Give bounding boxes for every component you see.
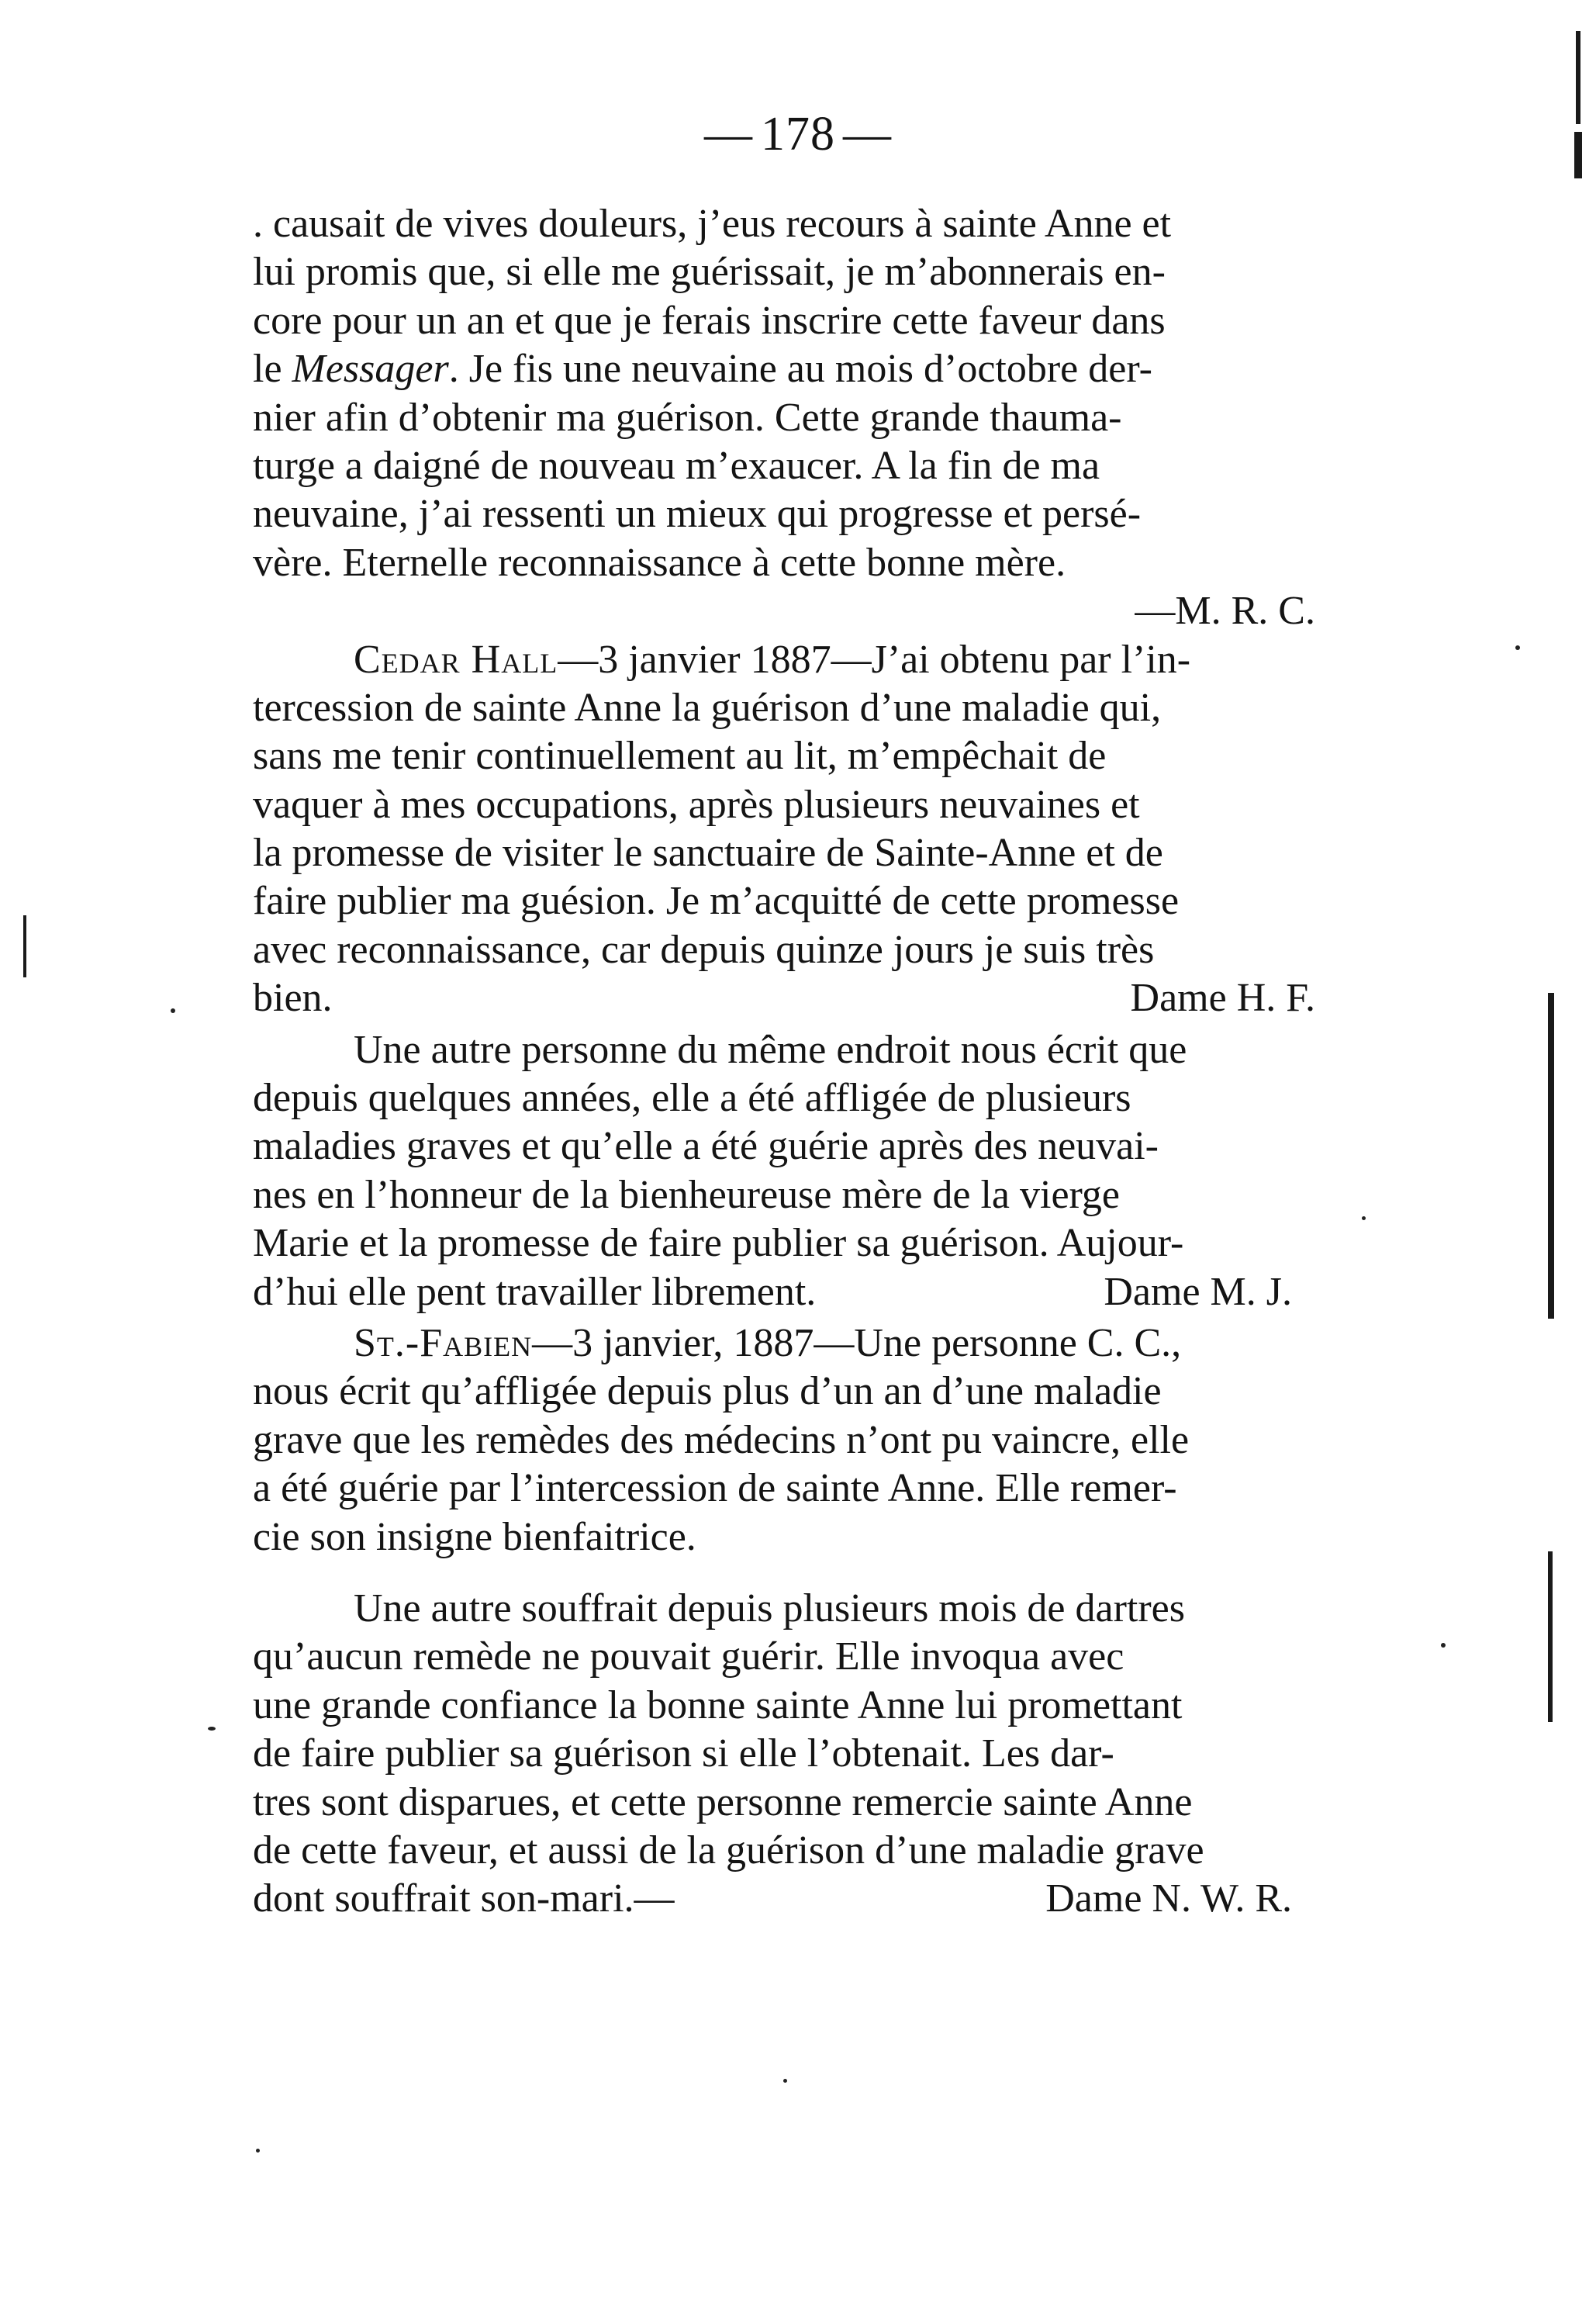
text-line: nous écrit qu’affligée depuis plus d’un an d’une maladie	[253, 1369, 1162, 1414]
text-line: qu’aucun remède ne pouvait guérir. Elle invoqua avec	[253, 1634, 1124, 1679]
body-text	[253, 200, 1315, 1924]
scan-edge-mark	[1548, 1551, 1553, 1722]
text-line-first: Une autre personne du même endroit nous écrit que	[354, 1027, 1187, 1072]
text-line-with-signature	[253, 1268, 1315, 1316]
first-line-rest: —3 janvier 1887—J’ai obtenu par l’in-	[558, 637, 1191, 682]
place-name: Cedar Hall	[354, 637, 558, 682]
text-line-first	[253, 1319, 1315, 1368]
text-line: lui promis que, si elle me guérissait, je m’abonnerais en-	[253, 250, 1166, 295]
scan-speck	[1362, 1216, 1366, 1220]
paragraph-4	[253, 1319, 1315, 1561]
scan-speck	[171, 1008, 175, 1013]
text-line: core pour un an et que je ferais inscrire cette faveur dans	[253, 298, 1166, 343]
last-line: d’hui elle pent travailler librement.	[253, 1269, 817, 1314]
text-segment: . Je fis une neuvaine au mois d’octobre der-	[448, 347, 1152, 392]
text-line: vaquer à mes occupations, après plusieurs neuvaines et	[253, 782, 1140, 827]
text-line: Marie et la promesse de faire publier sa guérison. Aujour-	[253, 1221, 1184, 1266]
first-line-rest: —3 janvier, 1887—Une personne C. C.,	[532, 1320, 1182, 1365]
scan-edge-mark	[23, 915, 26, 977]
signature-text: Dame H. F.	[1130, 976, 1315, 1021]
text-line: de cette faveur, et aussi de la guérison d’une maladie grave	[253, 1828, 1204, 1873]
text-line: grave que les remèdes des médecins n’ont pu vaincre, elle	[253, 1417, 1190, 1462]
scan-edge-mark	[1576, 31, 1580, 124]
page-number	[0, 107, 1596, 162]
signature-text: —M. R. C.	[1135, 589, 1315, 634]
paragraph-3	[253, 1026, 1315, 1316]
text-line: maladies graves et qu’elle a été guérie après des neuvai-	[253, 1124, 1159, 1169]
text-line: neuvaine, j’ai ressenti un mieux qui progresse et persé-	[253, 492, 1142, 537]
scan-edge-mark	[1548, 993, 1554, 1319]
scan-speck	[256, 2149, 260, 2153]
text-line: turge a daigné de nouveau m’exaucer. A la fin de ma	[253, 443, 1100, 488]
last-line: dont souffrait son-mari.—	[253, 1876, 675, 1921]
scan-speck	[1441, 1643, 1446, 1648]
text-line: tercession de sainte Anne la guérison d’une maladie qui,	[253, 685, 1162, 730]
signature-text: Dame N. W. R.	[1045, 1876, 1292, 1921]
scan-edge-mark	[1574, 132, 1582, 178]
signature	[253, 587, 1315, 635]
scan-speck	[1515, 645, 1520, 650]
text-line: . causait de vives douleurs, j’eus recours à sainte Anne et	[253, 202, 1172, 246]
page-number-dash-right: —	[843, 108, 892, 161]
text-line: avec reconnaissance, car depuis quinze jours je suis très	[253, 927, 1155, 972]
text-line: la promesse de visiter le sanctuaire de Sainte-Anne et de	[253, 831, 1163, 876]
text-line: une grande confiance la bonne sainte Anne lui promettant	[253, 1682, 1183, 1727]
text-line: tres sont disparues, et cette personne remercie sainte Anne	[253, 1779, 1193, 1824]
text-line: a été guérie par l’intercession de sainte Anne. Elle remer-	[253, 1466, 1177, 1511]
scan-speck	[208, 1727, 216, 1731]
last-line: bien.	[253, 976, 333, 1021]
text-segment: le	[253, 347, 292, 392]
text-line-with-italic	[253, 345, 1315, 393]
italic-title: Messager	[292, 347, 449, 392]
text-line: nier afin d’obtenir ma guérison. Cette grande thauma-	[253, 395, 1122, 440]
rich-text	[253, 345, 1152, 393]
paragraph-1	[253, 200, 1315, 636]
text-line-first: Une autre souffrait depuis plusieurs mois de dartres	[354, 1586, 1185, 1630]
text-line: vère. Eternelle reconnaissance à cette bonne mère.	[253, 540, 1066, 585]
signature-text: Dame M. J.	[1104, 1269, 1292, 1314]
text-line: faire publier ma guésion. Je m’acquitté de cette promesse	[253, 879, 1180, 924]
text-line: cie son insigne bienfaitrice.	[253, 1514, 696, 1559]
page-number-dash-left: —	[704, 108, 753, 161]
text-line-with-signature	[253, 974, 1315, 1022]
text-line-first	[253, 636, 1315, 684]
text-line: nes en l’honneur de la bienheureuse mère de la vierge	[253, 1172, 1120, 1217]
place-name: St.-Fabien	[354, 1320, 533, 1365]
text-line-with-signature	[253, 1875, 1315, 1923]
page-number-value: 178	[761, 108, 835, 161]
text-line: sans me tenir continuellement au lit, m’empêchait de	[253, 734, 1107, 779]
text-line: de faire publier sa guérison si elle l’obtenait. Les dar-	[253, 1731, 1114, 1776]
paragraph-2	[253, 636, 1315, 1023]
text-line: depuis quelques années, elle a été affligée de plusieurs	[253, 1076, 1131, 1121]
paragraph-5	[253, 1585, 1315, 1924]
scan-speck	[783, 2079, 787, 2083]
